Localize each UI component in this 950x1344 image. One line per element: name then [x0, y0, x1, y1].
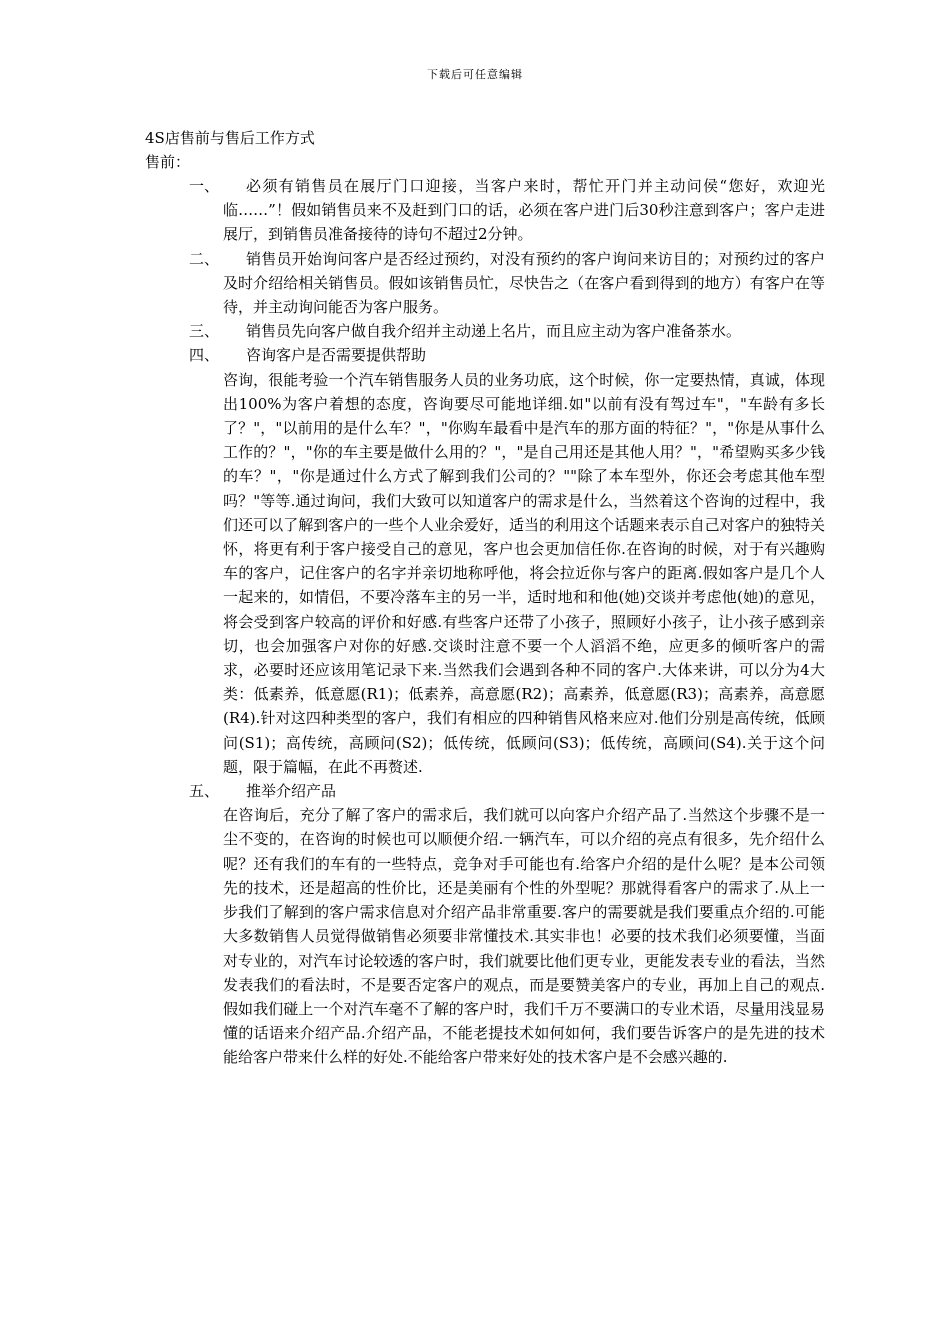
- item-text: 销售员开始询问客户是否经过预约，对没有预约的客户询问来访目的；对预约过的客户及时介绍给相关销售员。假如该销售员忙，尽快告之（在客户看到得到的地方）有客户在等待，并主动询问能否为客户服务。: [223, 249, 825, 317]
- item-paragraph: 在咨询后，充分了解了客户的需求后，我们就可以向客户介绍产品了.当然这个步骤不是一尘不变的，在咨询的时候也可以顺便介绍.一辆汽车，可以介绍的亮点有很多，先介绍什么呢？还有我们的车有的一些特点，竞争对手可能也有.给客户介绍的是什么呢？是本公司领先的技术，还是超高的性价比，还是美丽有个性的外型呢？那就得看客户的需求了.从上一步我们了解到的客户需求信息对介绍产品非常重要.客户的需要就是我们要重点介绍的.可能大多数销售人员觉得做销售必须要非常懂技术.其实非也！必要的技术我们必须要懂，当面对专业的，对汽车讨论较透的客户时，我们就要比他们更专业，更能发表专业的看法，当然发表我们的看法时，不是要否定客户的观点，而是要赞美客户的专业，再加上自己的观点.假如我们碰上一个对汽车毫不了解的客户时，我们千万不要满口的专业术语，尽量用浅显易懂的话语来介绍产品.介绍产品，不能老提技术如何如何，我们要告诉客户的是先进的技术能给客户带来什么样的好处.不能给客户带来好处的技术客户是不会感兴趣的.: [223, 806, 825, 1067]
- item-number: 四、: [189, 346, 220, 365]
- item-text: 咨询客户是否需要提供帮助: [246, 346, 427, 365]
- item-text: 推举介绍产品: [246, 782, 337, 801]
- list-item-5: [145, 779, 825, 803]
- list-item-4: [145, 343, 825, 367]
- document-body: [145, 126, 825, 1070]
- item-text: 必须有销售员在展厅门口迎接，当客户来时，帮忙开门并主动问侯“您好，欢迎光临……”！假如销售员来不及赶到门口的话，必须在客户进门后30秒注意到客户；客户走进展厅，到销售员准备接待的诗句不超过2分钟。: [223, 177, 825, 244]
- page-header: 下载后可任意编辑: [427, 68, 523, 81]
- list-item-1: [145, 174, 825, 247]
- item-text: 销售员先向客户做自我介绍并主动递上名片，而且应主动为客户准备茶水。: [246, 322, 742, 341]
- list-item-3: [145, 319, 825, 343]
- section-heading: 售前：: [145, 153, 191, 171]
- item-number: 五、: [189, 782, 220, 801]
- document-title: 4S店售前与售后工作方式: [145, 129, 315, 147]
- item-paragraph: 咨询，很能考验一个汽车销售服务人员的业务功底，这个时候，你一定要热情，真诚，体现出100%为客户着想的态度，咨询要尽可能地详细.如"以前有没有驾过车"，"车龄有多长了？"，"以前用的是什么车？"，"你购车最看中是汽车的那方面的特征？"，"你是从事什么工作的？"，"你的车主要是做什么用的？"，"是自己用还是其他人用？"，"希望购买多少钱的车？"，"你是通过什么方式了解到我们公司的？""除了本车型外，你还会考虑其他车型吗？"等等.通过询问，我们大致可以知道客户的需求是什么，当然着这个咨询的过程中，我们还可以了解到客户的一些个人业余爱好，适当的利用这个话题来表示自己对客户的独特关怀，将更有利于客户接受自己的意见，客户也会更加信任你.在咨询的时候，对于有兴趣购车的客户，记住客户的名字并亲切地称呼他，将会拉近你与客户的距离.假如客户是几个人一起来的，如情侣，不要冷落车主的另一半，适时地和和他(她)交谈并考虑他(她)的意见，将会受到客户较高的评价和好感.有些客户还带了小孩子，照顾好小孩子，让小孩子感到亲切，也会加强客户对你的好感.交谈时注意不要一个人滔滔不绝，应更多的倾听客户的需求，必要时还应该用笔记录下来.当然我们会遇到各种不同的客户.大体来讲，可以分为4大类：低素养，低意愿(R1)；低素养，高意愿(R2)；高素养，低意愿(R3)；高素养，高意愿(R4).针对这四种类型的客户，我们有相应的四种销售风格来应对.他们分别是高传统，低顾问(S1)；高传统，高顾问(S2)；低传统，低顾问(S3)；低传统，高顾问(S4).关于这个问题，限于篇幅，在此不再赘述.: [223, 370, 825, 776]
- list-item-2: [145, 247, 825, 320]
- item-number: 一、: [189, 177, 220, 195]
- item-number: 二、: [189, 249, 220, 268]
- item-number: 三、: [189, 322, 220, 341]
